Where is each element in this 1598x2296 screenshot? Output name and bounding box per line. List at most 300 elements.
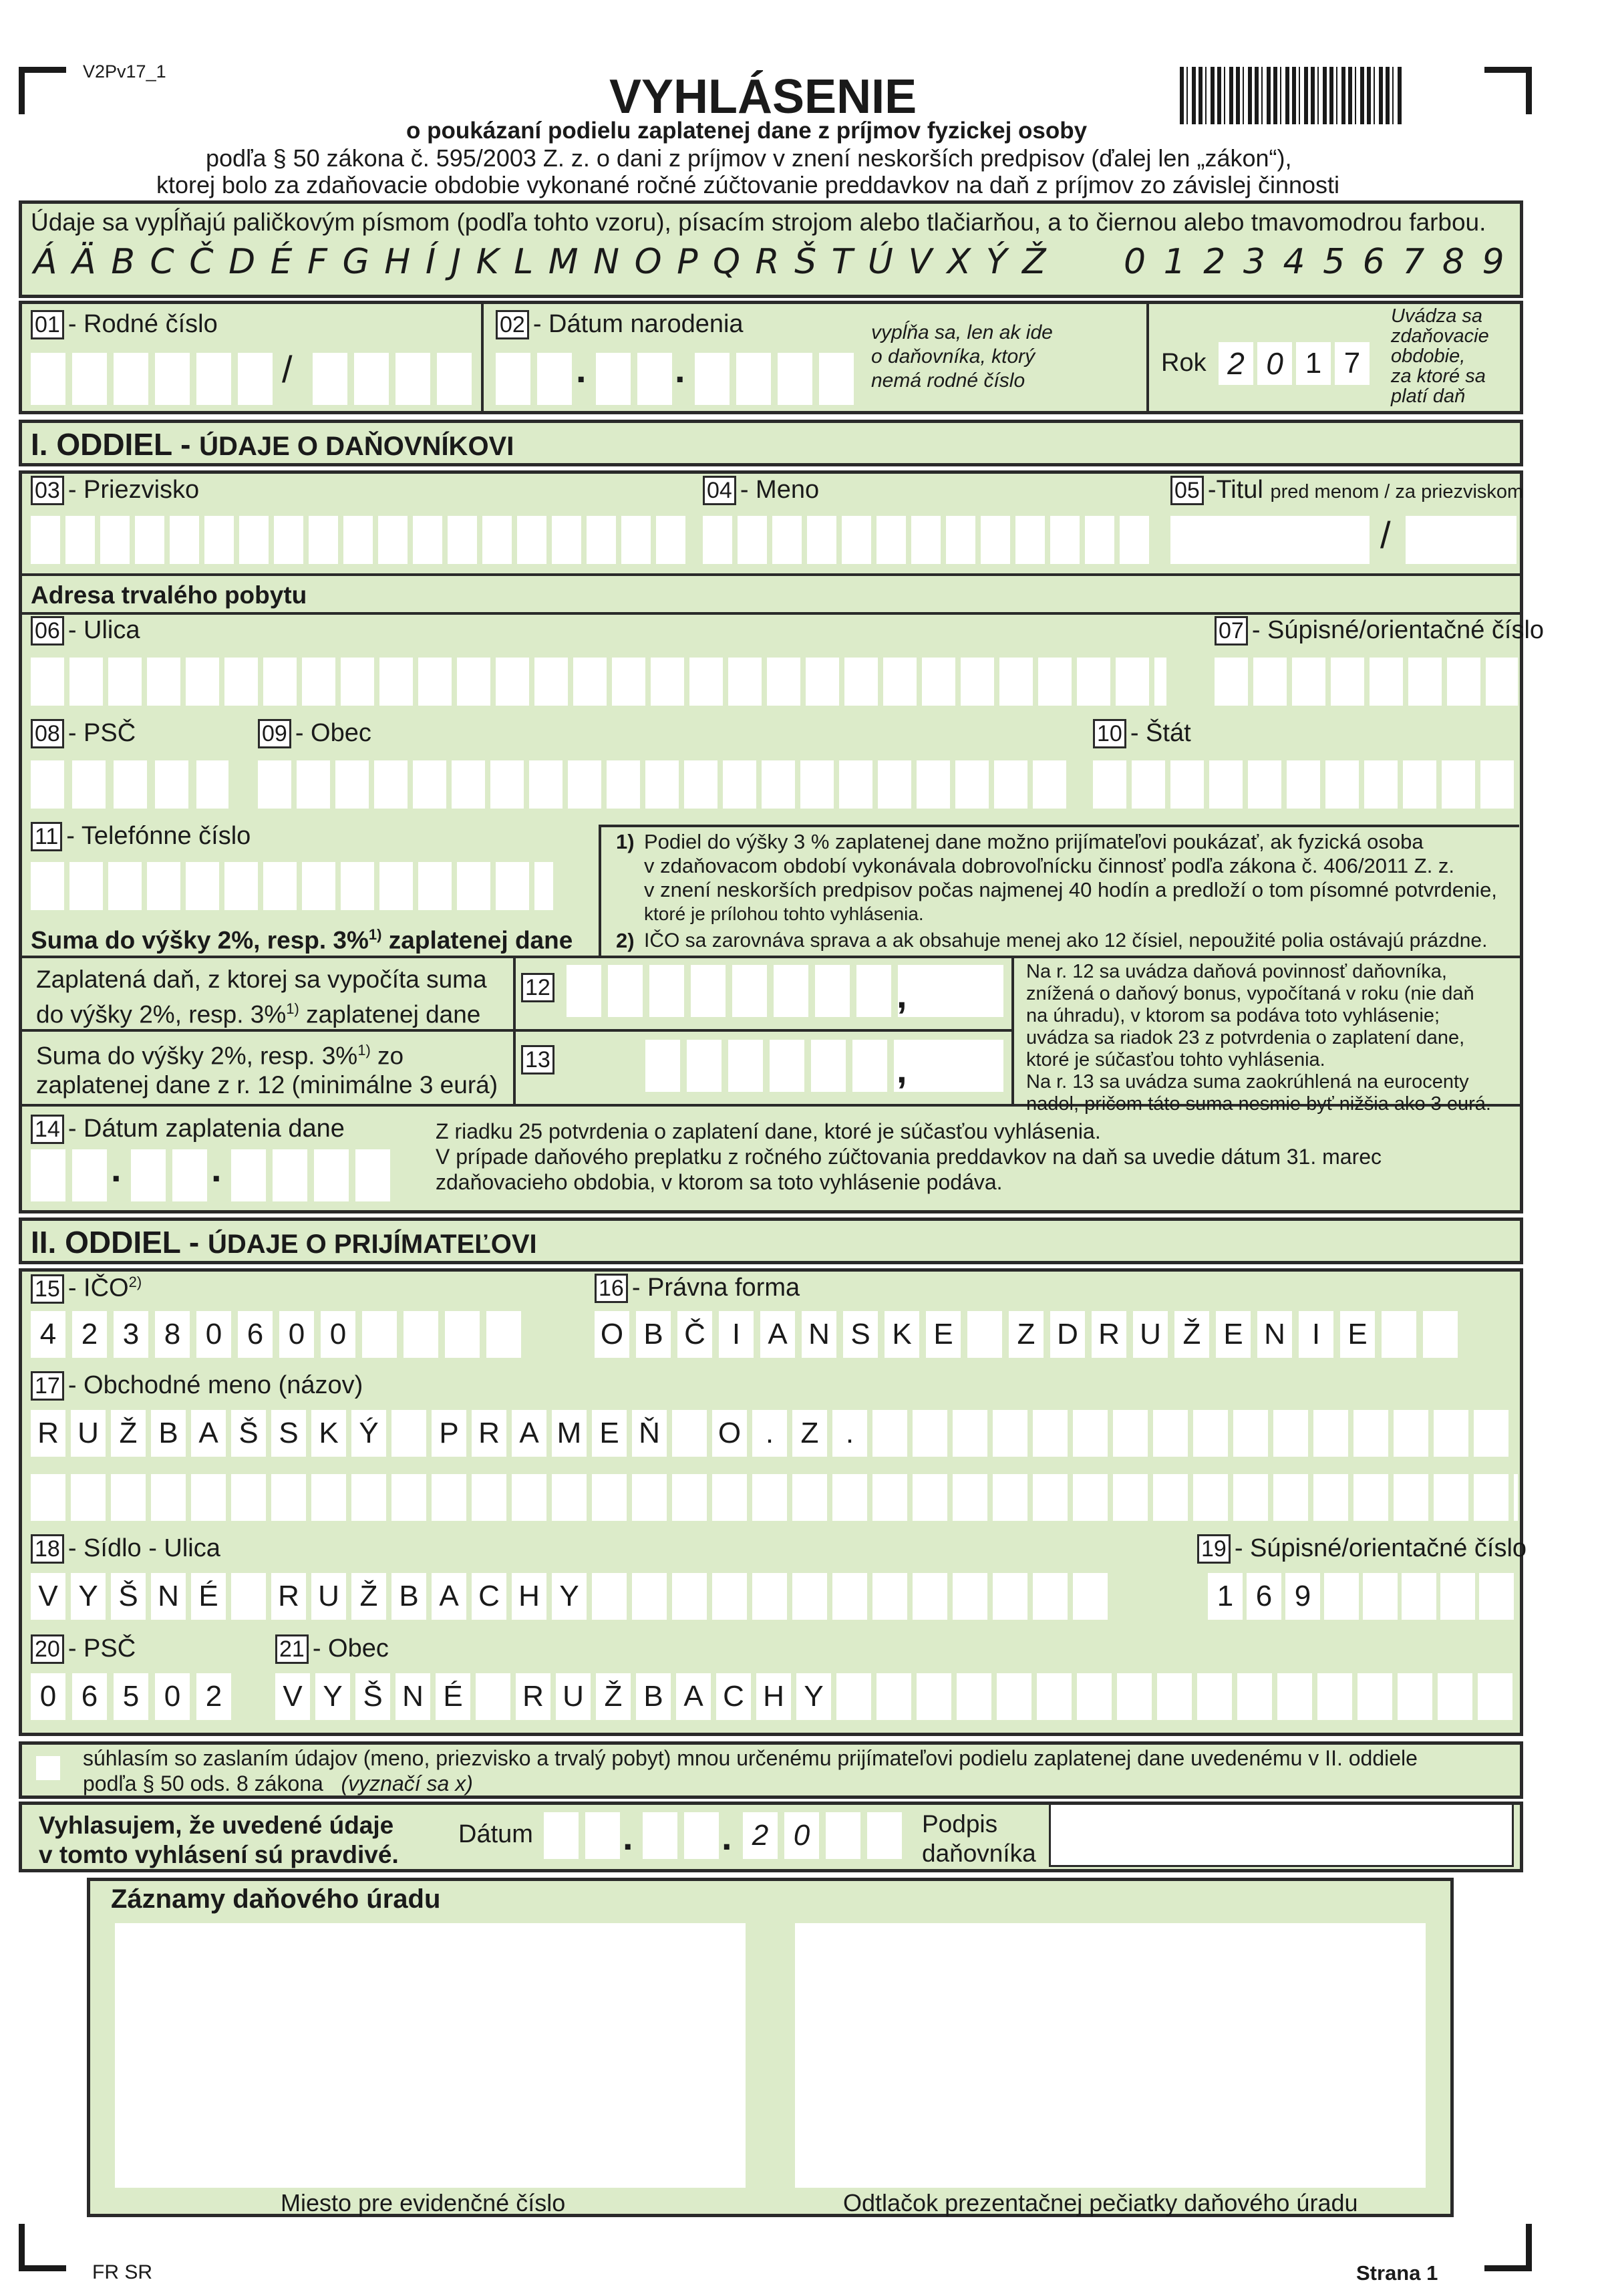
input-cell[interactable] (695, 353, 730, 405)
input-cell[interactable] (981, 516, 1010, 564)
input-cell[interactable]: 0 (196, 1311, 231, 1358)
input-cell[interactable] (537, 353, 572, 405)
field-02-note: vypĺňa sa, len ak ide o daňovníka, ktorý nemá rodné číslo (871, 321, 1053, 392)
input-cell[interactable] (231, 1573, 266, 1620)
field-10-label: 10 - Štát (1093, 719, 1191, 748)
input-cell[interactable] (496, 353, 530, 405)
row-12-cents[interactable] (927, 965, 1003, 1017)
input-cell[interactable]: R (1092, 1311, 1126, 1358)
input-cell[interactable]: R (31, 1410, 65, 1457)
records-left-box (115, 1923, 746, 2188)
input-cell[interactable]: R (271, 1573, 306, 1620)
barcode (1180, 67, 1403, 124)
input-cell[interactable] (852, 1040, 887, 1092)
dot-separator: . (675, 348, 685, 390)
input-cell[interactable]: S (843, 1311, 878, 1358)
input-cell[interactable] (832, 1573, 867, 1620)
input-cell[interactable] (637, 353, 672, 405)
titul-za-input[interactable] (1406, 516, 1516, 564)
input-cell[interactable]: E (592, 1410, 627, 1457)
input-cell[interactable]: 2 (72, 1311, 107, 1358)
input-cell[interactable]: A (760, 1311, 795, 1358)
input-cell[interactable] (608, 965, 643, 1017)
input-cell[interactable] (1382, 1311, 1416, 1358)
input-cell[interactable]: D (1050, 1311, 1085, 1358)
input-cell[interactable]: R (516, 1673, 550, 1720)
input-cell[interactable]: K (885, 1311, 919, 1358)
input-cell[interactable]: A (432, 1573, 466, 1620)
datum-narodenia-day[interactable] (496, 353, 572, 405)
input-cell[interactable]: V (275, 1673, 310, 1720)
dot-separator: . (722, 1816, 732, 1858)
input-cell[interactable] (313, 353, 347, 405)
obec-input[interactable] (258, 760, 1066, 809)
rok-digits[interactable] (1219, 342, 1370, 385)
input-cell[interactable] (645, 1040, 680, 1092)
input-cell[interactable]: H (756, 1673, 791, 1720)
input-cell[interactable] (72, 1149, 107, 1201)
input-cell[interactable] (728, 1040, 763, 1092)
input-cell[interactable] (1073, 1410, 1108, 1457)
input-cell[interactable] (274, 516, 303, 564)
input-cell[interactable] (969, 965, 1003, 1017)
input-cell[interactable] (752, 1573, 787, 1620)
divider (1146, 304, 1149, 411)
input-cell[interactable] (867, 1812, 902, 1859)
input-cell[interactable]: M (552, 1410, 587, 1457)
form-code: V2Pv17_1 (83, 61, 166, 82)
input-cell[interactable] (1113, 1410, 1148, 1457)
input-cell[interactable]: R (472, 1410, 506, 1457)
input-cell[interactable]: I (1299, 1311, 1333, 1358)
input-cell[interactable] (621, 516, 651, 564)
input-cell[interactable] (448, 516, 477, 564)
input-cell[interactable]: E (1216, 1311, 1251, 1358)
divider (481, 304, 484, 411)
input-cell[interactable] (238, 353, 273, 405)
input-cell[interactable]: K (311, 1410, 346, 1457)
input-cell[interactable]: 0 (31, 1673, 65, 1720)
input-cell[interactable] (953, 1410, 987, 1457)
declaration-text: Vyhlasujem, že uvedené údaje v tomto vyhlásení sú pravdivé. (39, 1812, 399, 1868)
input-cell[interactable] (413, 516, 442, 564)
input-cell[interactable] (1394, 1410, 1428, 1457)
input-cell[interactable] (872, 1573, 907, 1620)
input-cell[interactable] (1015, 516, 1045, 564)
input-cell[interactable] (1402, 1573, 1436, 1620)
input-cell[interactable]: N (395, 1673, 430, 1720)
subline-1: podľa § 50 zákona č. 595/2003 Z. z. o dani z príjmov v znení neskorších predpisov (ďalej len „zákon“), (206, 144, 1292, 172)
input-cell[interactable]: C (472, 1573, 506, 1620)
input-cell[interactable] (632, 1573, 667, 1620)
input-cell[interactable] (31, 516, 60, 564)
input-cell[interactable] (1423, 1311, 1458, 1358)
row-12-input[interactable] (567, 965, 974, 1017)
input-cell[interactable]: 0 (279, 1311, 314, 1358)
input-cell[interactable]: . (752, 1410, 787, 1457)
input-cell[interactable]: Ž (351, 1573, 386, 1620)
input-cell[interactable]: 1 (1208, 1573, 1243, 1620)
footnote-1-num: 1) (616, 830, 635, 853)
input-cell[interactable] (544, 1812, 579, 1859)
sidlo-supisne-input[interactable] (1208, 1573, 1514, 1620)
titul-pred-input[interactable] (1170, 516, 1370, 564)
suma-title: Suma do výšky 2%, resp. 3%$^{1)}$ zaplatenej dane (31, 926, 573, 954)
input-cell[interactable] (811, 1040, 846, 1092)
input-cell[interactable]: 6 (72, 1673, 107, 1720)
input-cell[interactable] (355, 1149, 390, 1201)
supisne-cislo-input[interactable] (1215, 658, 1518, 706)
sidlo-obec-input[interactable] (275, 1673, 1512, 1720)
consent-checkbox[interactable] (36, 1756, 60, 1780)
input-cell[interactable]: B (391, 1573, 426, 1620)
input-cell[interactable]: Ž (596, 1673, 631, 1720)
input-cell[interactable]: Š (231, 1410, 266, 1457)
input-cell[interactable]: 8 (155, 1311, 190, 1358)
row-13-cents[interactable] (927, 1040, 1003, 1092)
input-cell[interactable]: Ž (111, 1410, 146, 1457)
input-cell[interactable] (1438, 1673, 1472, 1720)
input-cell[interactable] (770, 1040, 804, 1092)
input-cell[interactable]: N (1257, 1311, 1292, 1358)
podpis-label: Podpis daňovníka (922, 1810, 1036, 1867)
input-cell[interactable]: E (926, 1311, 961, 1358)
input-cell[interactable] (1193, 1410, 1228, 1457)
field-03-label: 03 - Priezvisko (31, 476, 199, 505)
input-cell[interactable] (592, 1573, 627, 1620)
input-cell[interactable]: Y (552, 1573, 587, 1620)
field-07-label: 07 - Súpisné/orientačné číslo (1215, 616, 1544, 645)
input-cell[interactable] (778, 353, 812, 405)
input-cell[interactable] (672, 1410, 707, 1457)
input-cell[interactable] (927, 965, 962, 1017)
input-cell[interactable]: 0 (155, 1673, 190, 1720)
input-cell[interactable] (967, 1311, 1002, 1358)
subline-2: ktorej bolo za zdaňovacie obdobie vykonané ročné zúčtovanie preddavkov na daň z príjmov zo závislej činnosti (156, 171, 1340, 198)
input-cell[interactable] (691, 965, 726, 1017)
input-cell[interactable] (656, 516, 685, 564)
input-cell[interactable] (1474, 1410, 1508, 1457)
input-cell[interactable] (391, 1410, 426, 1457)
stat-input[interactable] (1093, 760, 1518, 809)
instructions-text: Údaje sa vypĺňajú paličkovým písmom (podľa tohto vzoru), písacím strojom alebo tlačiarňou, a to čiernou alebo tmavomodrou farbou. (31, 208, 1486, 236)
input-cell[interactable] (1353, 1410, 1388, 1457)
meno-input[interactable] (703, 516, 1149, 564)
input-cell[interactable] (1434, 1410, 1468, 1457)
input-cell[interactable] (131, 1149, 166, 1201)
input-cell[interactable] (1233, 1410, 1268, 1457)
footnote-2-num: 2) (616, 929, 635, 952)
input-cell[interactable] (587, 516, 616, 564)
input-cell[interactable]: V (31, 1573, 65, 1620)
year-digit[interactable]: 2 (1219, 342, 1253, 385)
input-cell[interactable] (343, 516, 373, 564)
row-13-input[interactable] (645, 1040, 970, 1092)
input-cell[interactable] (1033, 1573, 1068, 1620)
field-08-label: 08 - PSČ (31, 719, 136, 748)
page-title: VYHLÁSENIE (609, 70, 917, 124)
datum-narodenia-year[interactable] (695, 353, 854, 405)
input-cell[interactable]: N (802, 1311, 836, 1358)
input-cell[interactable] (172, 1149, 207, 1201)
field-19-label: 19 - Súpisné/orientačné číslo (1197, 1534, 1527, 1564)
input-cell[interactable] (913, 1573, 947, 1620)
input-cell[interactable] (842, 516, 871, 564)
input-cell[interactable]: C (716, 1673, 751, 1720)
nazov-row-2[interactable] (31, 1474, 1518, 1521)
input-cell[interactable] (404, 1311, 438, 1358)
corner-mark-bottom-left (19, 2224, 66, 2271)
input-cell[interactable] (1277, 1673, 1312, 1720)
input-cell[interactable] (826, 1812, 860, 1859)
input-cell[interactable] (946, 516, 975, 564)
corner-mark-top-left (19, 67, 66, 114)
input-cell[interactable] (1117, 1673, 1152, 1720)
input-cell[interactable]: 0 (321, 1311, 355, 1358)
input-cell[interactable] (687, 1040, 722, 1092)
input-cell[interactable] (712, 1573, 747, 1620)
datum-zaplatenia-month[interactable] (131, 1149, 207, 1201)
input-cell[interactable]: P (432, 1410, 466, 1457)
input-cell[interactable] (684, 1812, 719, 1859)
year-digit[interactable]: 0 (784, 1812, 819, 1859)
input-cell[interactable] (1478, 1673, 1512, 1720)
input-cell[interactable] (774, 965, 808, 1017)
input-cell[interactable]: I (719, 1311, 754, 1358)
datum-year[interactable] (743, 1812, 902, 1859)
ico-input[interactable] (31, 1311, 521, 1358)
input-cell[interactable] (672, 1573, 707, 1620)
input-cell[interactable]: H (512, 1573, 546, 1620)
input-cell[interactable]: Z (792, 1410, 827, 1457)
rodne-cislo-part2[interactable] (313, 353, 472, 405)
input-cell[interactable] (1120, 516, 1149, 564)
input-cell[interactable] (1073, 1573, 1108, 1620)
input-cell[interactable]: . (832, 1410, 867, 1457)
input-cell[interactable] (354, 353, 389, 405)
input-cell[interactable] (1077, 1673, 1112, 1720)
input-cell[interactable]: S (271, 1410, 306, 1457)
input-cell[interactable]: Š (111, 1573, 146, 1620)
input-cell[interactable]: 9 (1285, 1573, 1320, 1620)
datum-zaplatenia-day[interactable] (31, 1149, 107, 1201)
input-cell[interactable]: Š (355, 1673, 390, 1720)
input-cell[interactable] (703, 516, 732, 564)
input-cell[interactable]: U (1133, 1311, 1168, 1358)
input-cell[interactable]: Ý (351, 1410, 386, 1457)
input-cell[interactable] (649, 965, 684, 1017)
year-digit[interactable]: 0 (1257, 342, 1292, 385)
input-cell[interactable]: U (556, 1673, 591, 1720)
input-cell[interactable] (819, 353, 854, 405)
input-cell[interactable] (437, 353, 472, 405)
input-cell[interactable] (997, 1673, 1031, 1720)
input-cell[interactable] (170, 516, 199, 564)
psc-input[interactable] (31, 760, 228, 809)
input-cell[interactable] (1085, 516, 1114, 564)
input-cell[interactable] (231, 1149, 266, 1201)
input-cell[interactable]: É (191, 1573, 226, 1620)
input-cell[interactable] (1237, 1673, 1272, 1720)
input-cell[interactable] (1050, 516, 1080, 564)
input-cell[interactable] (309, 516, 338, 564)
input-cell[interactable] (445, 1311, 480, 1358)
dot-separator: . (111, 1147, 122, 1189)
input-cell[interactable] (567, 965, 601, 1017)
datum-zaplatenia-year[interactable] (231, 1149, 390, 1201)
input-cell[interactable] (927, 1040, 962, 1092)
input-cell[interactable] (917, 1673, 951, 1720)
input-cell[interactable]: Č (677, 1311, 712, 1358)
input-cell[interactable] (585, 1812, 620, 1859)
input-cell[interactable] (1317, 1673, 1352, 1720)
nazov-row-1[interactable] (31, 1410, 1508, 1457)
input-cell[interactable] (378, 516, 408, 564)
input-cell[interactable]: Y (796, 1673, 831, 1720)
input-cell[interactable]: 6 (238, 1311, 273, 1358)
input-cell[interactable] (876, 516, 906, 564)
input-cell[interactable] (135, 516, 164, 564)
datum-narodenia-month[interactable] (596, 353, 672, 405)
year-digit[interactable]: 7 (1335, 342, 1370, 385)
input-cell[interactable] (314, 1149, 349, 1201)
input-cell[interactable]: Ň (632, 1410, 667, 1457)
field-11-label: 11 - Telefónne číslo (31, 822, 251, 851)
input-cell[interactable]: Y (315, 1673, 350, 1720)
input-cell[interactable] (72, 353, 107, 405)
input-cell[interactable] (476, 1673, 510, 1720)
input-cell[interactable] (1313, 1410, 1348, 1457)
input-cell[interactable] (872, 1410, 907, 1457)
input-cell[interactable] (1033, 1410, 1068, 1457)
input-cell[interactable] (1357, 1673, 1392, 1720)
input-cell[interactable]: U (71, 1410, 106, 1457)
input-cell[interactable] (1273, 1410, 1308, 1457)
input-cell[interactable]: B (151, 1410, 186, 1457)
input-cell[interactable] (517, 516, 546, 564)
input-cell[interactable] (204, 516, 234, 564)
input-cell[interactable] (1037, 1673, 1072, 1720)
input-cell[interactable] (395, 353, 430, 405)
input-cell[interactable] (792, 1573, 827, 1620)
input-cell[interactable] (1153, 1410, 1188, 1457)
input-cell[interactable] (957, 1673, 991, 1720)
records-right-caption: Odtlačok prezentačnej pečiatky daňového úradu (843, 2189, 1358, 2216)
input-cell[interactable]: A (676, 1673, 711, 1720)
row-13-label: Suma do výšky 2%, resp. 3%$^{1)}$ zo zaplatenej dane z r. 12 (minimálne 3 eurá) (36, 1042, 498, 1099)
sidlo-ulica-input[interactable] (31, 1573, 1108, 1620)
field-17-label: 17 - Obchodné meno (názov) (31, 1371, 363, 1401)
sidlo-psc-input[interactable] (31, 1673, 231, 1720)
input-cell[interactable] (1363, 1573, 1398, 1620)
input-cell[interactable]: 4 (31, 1311, 65, 1358)
input-cell[interactable] (807, 516, 836, 564)
input-cell[interactable]: A (512, 1410, 546, 1457)
input-cell[interactable] (114, 353, 148, 405)
input-cell[interactable] (273, 1149, 307, 1201)
input-cell[interactable] (993, 1410, 1027, 1457)
input-cell[interactable] (643, 1812, 677, 1859)
priezvisko-input[interactable] (31, 516, 685, 564)
input-cell[interactable] (31, 353, 65, 405)
input-cell[interactable] (1157, 1673, 1192, 1720)
input-cell[interactable]: Y (71, 1573, 106, 1620)
input-cell[interactable] (1479, 1573, 1514, 1620)
input-cell[interactable] (239, 516, 269, 564)
input-cell[interactable] (596, 353, 631, 405)
input-cell[interactable] (815, 965, 850, 1017)
input-cell[interactable]: U (311, 1573, 346, 1620)
input-cell[interactable] (969, 1040, 1003, 1092)
input-cell[interactable] (486, 1311, 521, 1358)
input-cell[interactable]: 5 (114, 1673, 148, 1720)
input-cell[interactable]: B (636, 1673, 671, 1720)
rok-label: Rok (1161, 349, 1207, 377)
input-cell[interactable] (876, 1673, 911, 1720)
input-cell[interactable] (196, 353, 231, 405)
input-cell[interactable] (482, 516, 512, 564)
input-cell[interactable]: 2 (196, 1673, 231, 1720)
input-cell[interactable]: O (595, 1311, 629, 1358)
input-cell[interactable] (911, 516, 941, 564)
slash-separator: / (1380, 514, 1391, 556)
input-cell[interactable] (736, 353, 771, 405)
input-cell[interactable] (31, 1149, 65, 1201)
input-cell[interactable] (362, 1311, 397, 1358)
pravna-forma-input[interactable] (595, 1311, 1458, 1358)
year-digit[interactable]: 2 (743, 1812, 778, 1859)
input-cell[interactable] (155, 353, 190, 405)
input-cell[interactable]: 3 (114, 1311, 148, 1358)
input-cell[interactable]: 6 (1247, 1573, 1281, 1620)
podpis-field[interactable] (1049, 1803, 1514, 1867)
input-cell[interactable]: E (1340, 1311, 1375, 1358)
input-cell[interactable] (953, 1573, 987, 1620)
input-cell[interactable]: O (712, 1410, 747, 1457)
input-cell[interactable] (993, 1573, 1027, 1620)
input-cell[interactable] (772, 516, 802, 564)
row-12-num: 12 (521, 973, 558, 1002)
divider (22, 956, 1520, 958)
input-cell[interactable] (913, 1410, 947, 1457)
input-cell[interactable] (1197, 1673, 1232, 1720)
input-cell[interactable] (552, 516, 581, 564)
input-cell[interactable]: Ž (1174, 1311, 1209, 1358)
input-cell[interactable] (738, 516, 767, 564)
datum-day[interactable] (544, 1812, 620, 1859)
input-cell[interactable]: É (436, 1673, 470, 1720)
input-cell[interactable]: N (151, 1573, 186, 1620)
ulica-input[interactable] (31, 658, 1166, 706)
input-cell[interactable]: B (636, 1311, 671, 1358)
input-cell[interactable] (1398, 1673, 1432, 1720)
input-cell[interactable] (1440, 1573, 1475, 1620)
input-cell[interactable] (856, 965, 891, 1017)
input-cell[interactable] (1324, 1573, 1359, 1620)
input-cell[interactable]: A (191, 1410, 226, 1457)
telefon-input[interactable] (31, 862, 553, 910)
field-20-label: 20 - PSČ (31, 1634, 136, 1664)
rodne-cislo-part1[interactable] (31, 353, 273, 405)
comma-separator: , (897, 974, 907, 1016)
datum-month[interactable] (643, 1812, 719, 1859)
input-cell[interactable] (732, 965, 767, 1017)
input-cell[interactable] (65, 516, 95, 564)
year-digit[interactable]: 1 (1296, 342, 1331, 385)
input-cell[interactable] (100, 516, 130, 564)
input-cell[interactable] (836, 1673, 871, 1720)
input-cell[interactable]: Z (1009, 1311, 1044, 1358)
